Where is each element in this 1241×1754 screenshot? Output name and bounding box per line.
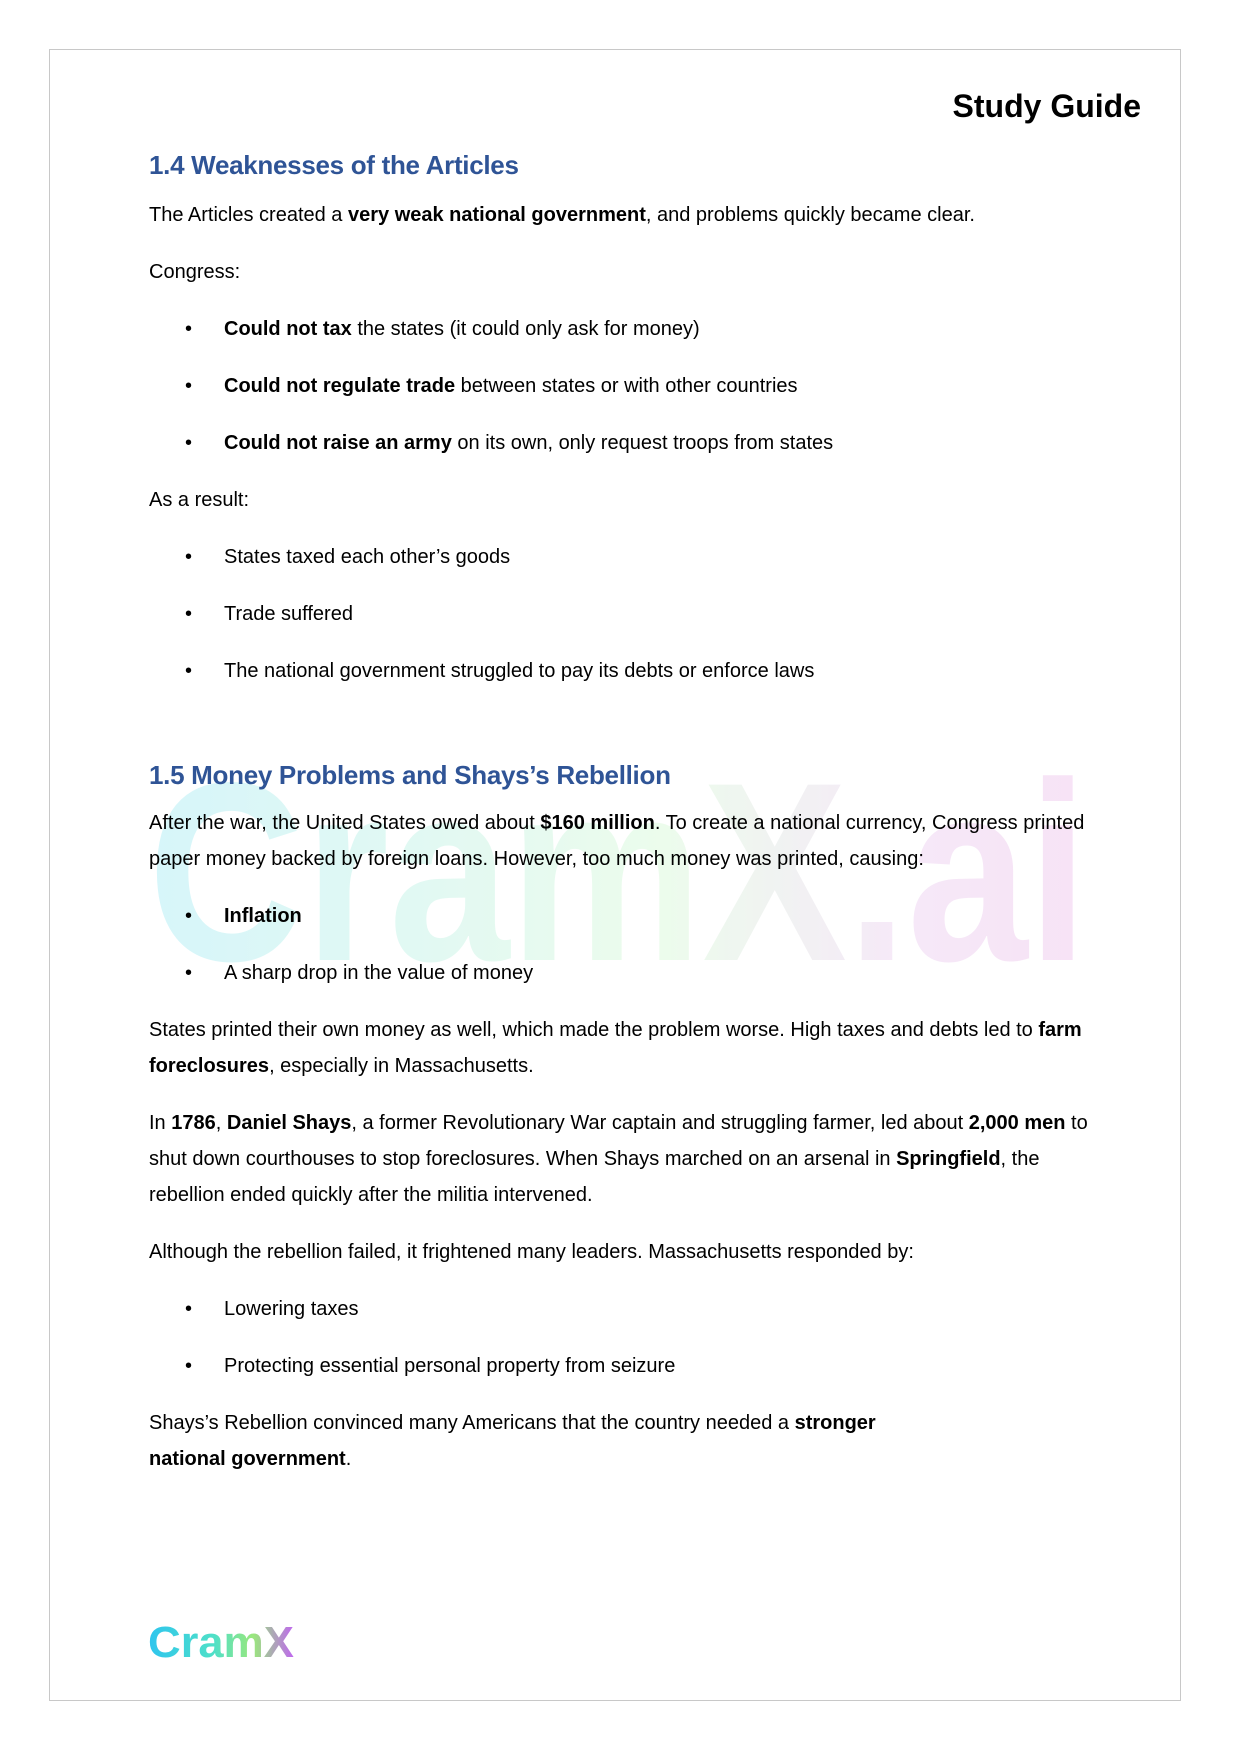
bullet-icon: • [185,318,193,340]
list-item: • A sharp drop in the value of money [149,955,1089,1012]
list-item: • Trade suffered [149,596,1089,653]
list-item: • States taxed each other’s goods [149,539,1089,596]
bullet-icon: • [185,905,193,927]
intro-paragraph: The Articles created a very weak national government, and problems quickly became clear. [149,204,975,226]
list-item: • Inflation [149,898,1089,955]
page-title: Study Guide [952,88,1141,124]
list-item: • The national government struggled to pay its debts or enforce laws [149,653,1089,710]
result-label: As a result: [149,489,250,511]
svg-text:CramX.ai: CramX.ai [148,755,1088,990]
bullet-icon: • [185,962,193,984]
bullet-icon: • [185,1298,193,1320]
congress-label: Congress: [149,261,241,283]
response-intro-paragraph: Although the rebellion failed, it frightened many leaders. Massachusetts responded by: [149,1241,914,1263]
shays-paragraph: In 1786, Daniel Shays, a former Revolutionary War captain and struggling farmer, led about 2,000 men to shut down courthouses to stop foreclosures. When Shays marched on an arsenal in Springfield, the rebellion ended quickly after the militia intervened. [149,1112,1088,1206]
svg-text:CramX: CramX [148,1618,294,1667]
debt-paragraph: After the war, the United States owed about $160 million. To create a national currency, Congress printed paper money backed by foreign loans. However, too much money was printed, causing: [149,812,1085,870]
bullet-icon: • [185,1355,193,1377]
responses-list [149,1291,1089,1405]
congress-list [149,311,1089,482]
section-heading-1-5: 1.5 Money Problems and Shays’s Rebellion [149,760,671,790]
list-item: • Could not tax the states (it could only ask for money) [149,311,1089,368]
main-content [149,145,1089,1477]
bullet-icon: • [185,660,193,682]
conclusion-paragraph: Shays’s Rebellion convinced many Americans that the country needed a stronger national government. [149,1412,876,1470]
list-item: • Lowering taxes [149,1291,1089,1348]
causes-list [149,898,1089,1012]
cramx-logo [148,1615,298,1667]
result-list [149,539,1089,710]
bullet-icon: • [185,375,193,397]
state-money-paragraph: States printed their own money as well, which made the problem worse. High taxes and debts led to farm foreclosures, especially in Massachusetts. [149,1019,1082,1077]
bullet-icon: • [185,546,193,568]
list-item: • Could not raise an army on its own, only request troops from states [149,425,1089,482]
bullet-icon: • [185,432,193,454]
section-heading-1-4: 1.4 Weaknesses of the Articles [149,150,519,180]
list-item: • Could not regulate trade between states or with other countries [149,368,1089,425]
list-item: • Protecting essential personal property from seizure [149,1348,1089,1405]
bullet-icon: • [185,603,193,625]
